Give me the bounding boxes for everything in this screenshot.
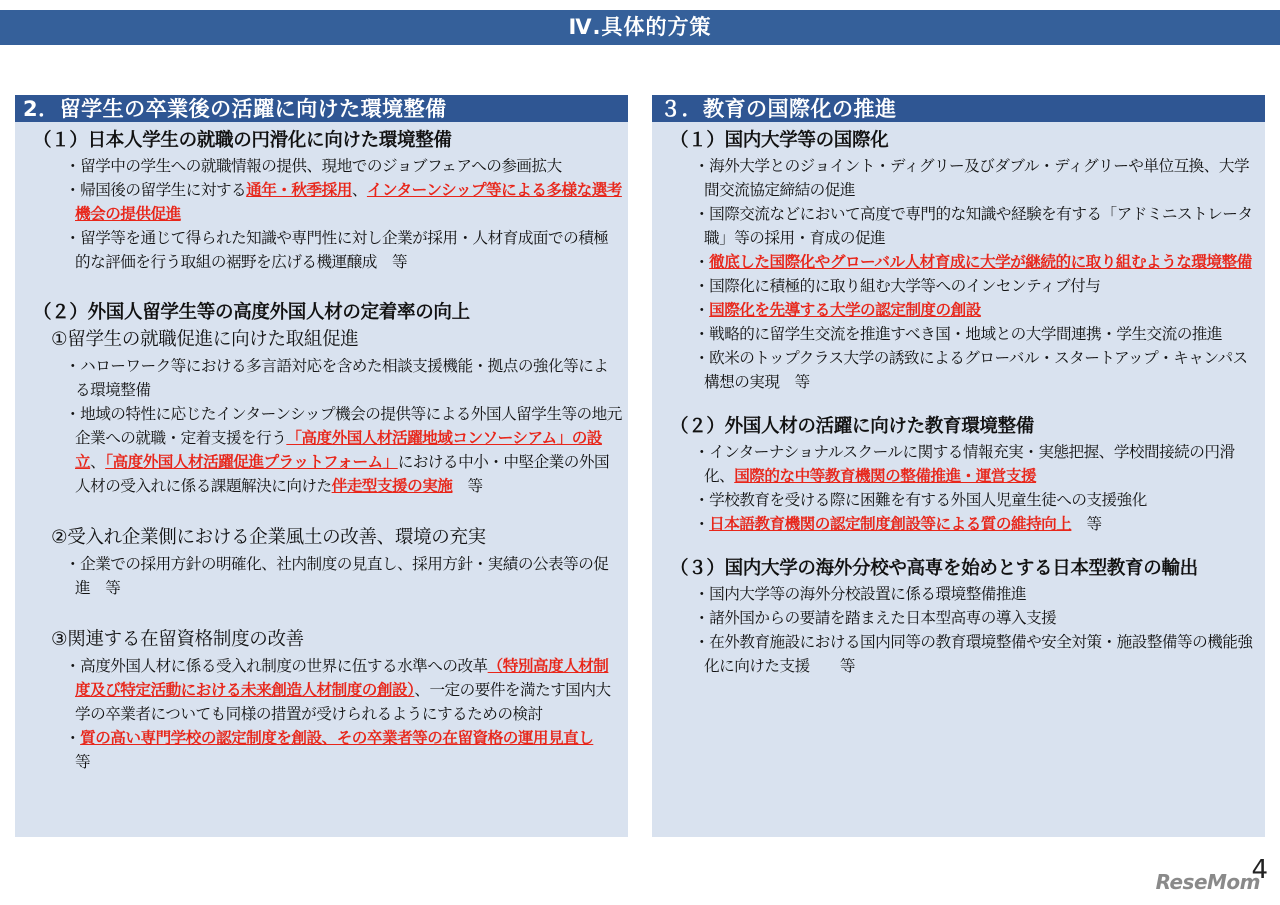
highlighted-text: インターンシップ等による多様な選考機会の提供促進 bbox=[75, 181, 622, 223]
bullet-list bbox=[15, 654, 622, 774]
bullet-item bbox=[15, 178, 622, 226]
highlighted-text: 「高度外国人材活躍促進プラットフォーム」 bbox=[105, 453, 398, 471]
bullet-text: ・学校教育を受ける際に困難を有する外国人児童生徒への支援強化 bbox=[694, 491, 1147, 509]
bullet-text: ・高度外国人材に係る受入れ制度の世界に伍する水準への改革 bbox=[65, 657, 488, 675]
bullet-item bbox=[652, 298, 1259, 322]
bullet-item bbox=[652, 346, 1259, 394]
bullet-item bbox=[15, 726, 622, 774]
bullet-text: 等 bbox=[1071, 515, 1102, 533]
panel-heading: ３．教育の国際化の推進 bbox=[652, 95, 1265, 122]
section-heading: （１）国内大学等の国際化 bbox=[670, 130, 889, 151]
bullet-item bbox=[652, 250, 1259, 274]
group-spacer bbox=[15, 498, 622, 524]
section-spacer bbox=[15, 274, 622, 300]
bullet-item bbox=[15, 402, 622, 498]
bullet-list bbox=[652, 154, 1259, 394]
panel-education-internationalization bbox=[652, 95, 1265, 837]
bullet-text: ・欧米のトップクラス大学の誘致によるグローバル・スタートアップ・キャンパス構想の実現 等 bbox=[694, 349, 1248, 391]
bullet-text: ・留学等を通じて得られた知識や専門性に対し企業が採用・人材育成面での積極的な評価を行う取組の裾野を広げる機運醸成 等 bbox=[65, 229, 609, 271]
highlighted-text: 「高度外国人材活躍地域コンソーシアム」の設立 bbox=[75, 429, 602, 471]
bullet-item bbox=[652, 606, 1259, 630]
panel-study-abroad-careers bbox=[15, 95, 628, 837]
bullet-item bbox=[15, 552, 622, 600]
bullet-item bbox=[652, 630, 1259, 678]
subsection-heading: ①留学生の就職促進に向けた取組促進 bbox=[51, 329, 359, 350]
bullet-text: ・ bbox=[694, 301, 710, 319]
bullet-list bbox=[15, 354, 622, 498]
bullet-item bbox=[652, 202, 1259, 250]
panel-content bbox=[652, 122, 1265, 678]
highlighted-text: 徹底した国際化やグローバル人材育成に大学が継続的に取り組むような環境整備 bbox=[709, 253, 1252, 271]
bullet-text: ・留学中の学生への就職情報の提供、現地でのジョブフェアへの参画拡大 bbox=[65, 157, 562, 175]
highlighted-text: 国際化を先導する大学の認定制度の創設 bbox=[709, 301, 981, 319]
bullet-list bbox=[652, 440, 1259, 536]
bullet-text: ・国際交流などにおいて高度で専門的な知識や経験を有する「アドミニストレータ職」等の採用・育成の促進 bbox=[694, 205, 1253, 247]
highlighted-text: 国際的な中等教育機関の整備推進・運営支援 bbox=[734, 467, 1037, 485]
bullet-text: ・諸外国からの要請を踏まえた日本型高専の導入支援 bbox=[694, 609, 1057, 627]
bullet-text: ・企業での採用方針の明確化、社内制度の見直し、採用方針・実績の公表等の促進 等 bbox=[65, 555, 609, 597]
bullet-text: ・ bbox=[694, 253, 710, 271]
bullet-list bbox=[652, 582, 1259, 678]
bullet-text: 、 bbox=[90, 453, 106, 471]
bullet-text: ・戦略的に留学生交流を推進すべき国・地域との大学間連携・学生交流の推進 bbox=[694, 325, 1222, 343]
bullet-list bbox=[15, 552, 622, 600]
highlighted-text: 日本語教育機関の認定制度創設等による質の維持向上 bbox=[709, 515, 1072, 533]
bullet-item bbox=[652, 582, 1259, 606]
bullet-item bbox=[15, 226, 622, 274]
bullet-text: ・在外教育施設における国内同等の教育環境整備や安全対策・施設整備等の機能強化に向けた支援 等 bbox=[694, 633, 1253, 675]
section-heading: （３）国内大学の海外分校や高専を始めとする日本型教育の輸出 bbox=[670, 558, 1198, 579]
page-number: 4 bbox=[1251, 855, 1268, 885]
bullet-text: ・ハローワーク等における多言語対応を含めた相談支援機能・拠点の強化等による環境整備 bbox=[65, 357, 609, 399]
bullet-text: における中小・中堅企業の外国人材の受入れに係る課題解決に向けた bbox=[75, 453, 610, 495]
section-spacer bbox=[652, 536, 1259, 556]
highlighted-text: 質の高い専門学校の認定制度を創設、その卒業者等の在留資格の運用見直し bbox=[80, 729, 594, 747]
bullet-item bbox=[652, 488, 1259, 512]
bullet-text: ・ bbox=[65, 729, 81, 747]
bullet-text: ・国内大学等の海外分校設置に係る環境整備推進 bbox=[694, 585, 1027, 603]
bullet-text: 等 bbox=[452, 477, 483, 495]
bullet-item bbox=[652, 322, 1259, 346]
bullet-text: 、一定の要件を満たす国内大学の卒業者についても同様の措置が受けられるようにするための検討 bbox=[75, 681, 611, 723]
bullet-list bbox=[15, 154, 622, 274]
bullet-item bbox=[15, 654, 622, 726]
bullet-item bbox=[652, 512, 1259, 536]
bullet-item bbox=[652, 154, 1259, 202]
bullet-text: 、 bbox=[351, 181, 367, 199]
group-spacer bbox=[15, 600, 622, 626]
bullet-item bbox=[652, 440, 1259, 488]
bullet-text: ・国際化に積極的に取り組む大学等へのインセンティブ付与 bbox=[694, 277, 1101, 295]
section-heading: （２）外国人留学生等の高度外国人材の定着率の向上 bbox=[33, 302, 470, 323]
bullet-text: ・海外大学とのジョイント・ディグリー及びダブル・ディグリーや単位互換、大学間交流協定締結の促進 bbox=[694, 157, 1250, 199]
section-spacer bbox=[652, 394, 1259, 414]
highlighted-text: （特別高度人材制度及び特定活動における未来創造人材制度の創設） bbox=[75, 657, 609, 699]
resemom-logo: ReseMom bbox=[1155, 870, 1260, 894]
bullet-text: ・帰国後の留学生に対する bbox=[65, 181, 247, 199]
highlighted-text: 通年・秋季採用 bbox=[246, 181, 352, 199]
subsection-heading: ③関連する在留資格制度の改善 bbox=[51, 629, 304, 650]
bullet-item bbox=[652, 274, 1259, 298]
section-heading: （１）日本人学生の就職の円滑化に向けた環境整備 bbox=[33, 130, 452, 151]
bullet-text: ・ bbox=[694, 515, 710, 533]
bullet-text: ・インターナショナルスクールに関する情報充実・実態把握、学校間接続の円滑化、 bbox=[694, 443, 1235, 485]
subsection-heading: ②受入れ企業側における企業風土の改善、環境の充実 bbox=[51, 527, 486, 548]
panel-content bbox=[15, 122, 628, 774]
slide-title: Ⅳ.具体的方策 bbox=[0, 10, 1280, 45]
section-heading: （２）外国人材の活躍に向けた教育環境整備 bbox=[670, 416, 1035, 437]
bullet-text: 等 bbox=[75, 729, 609, 771]
bullet-text: ・地域の特性に応じたインターンシップ機会の提供等による外国人留学生等の地元企業への就職・定着支援を行う bbox=[65, 405, 622, 447]
highlighted-text: 伴走型支援の実施 bbox=[331, 477, 453, 495]
bullet-item bbox=[15, 154, 622, 178]
panel-heading: 2．留学生の卒業後の活躍に向けた環境整備 bbox=[15, 95, 628, 122]
bullet-item bbox=[15, 354, 622, 402]
